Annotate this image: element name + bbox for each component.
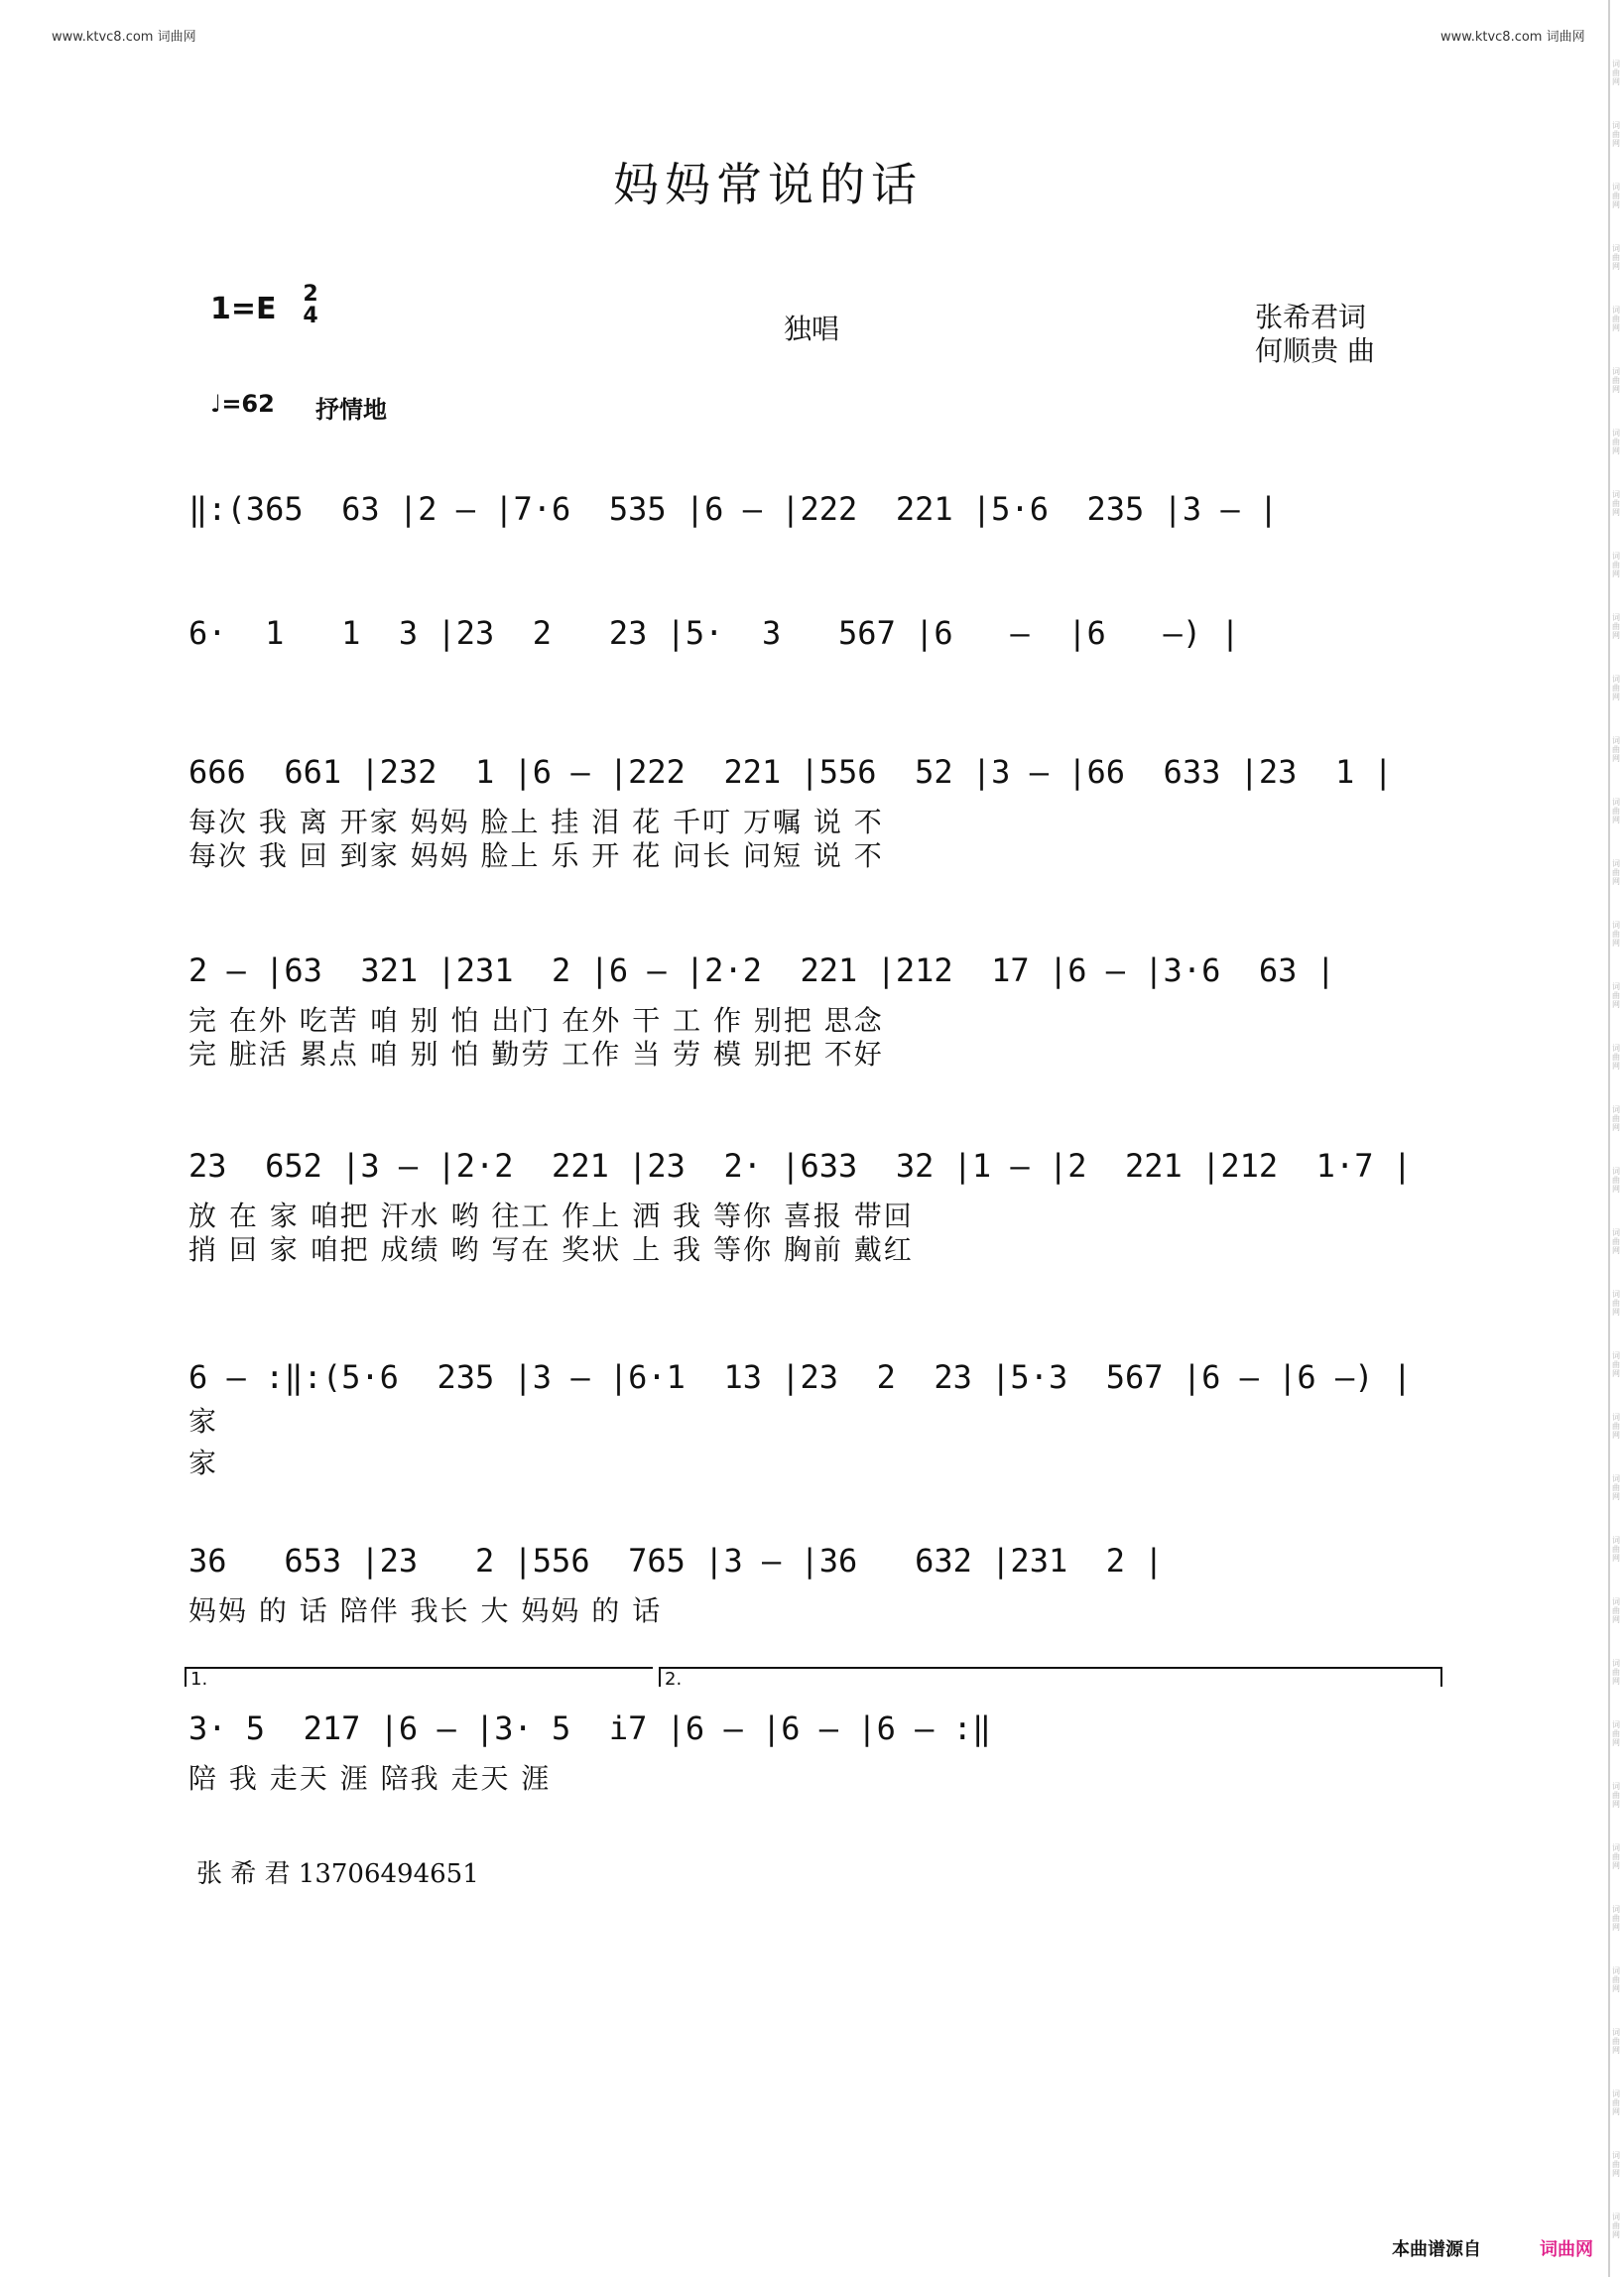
watermark-mark: 词 曲 网 <box>1612 859 1620 886</box>
notation-line: 36 653 |23 2 |556 765 |3 – |36 632 |231 2 | <box>188 1542 1164 1580</box>
lyric-verse-1: 每次 我 离 开家 妈妈 脸上 挂 泪 花 千叮 万嘱 说 不 <box>188 806 884 838</box>
lyric-verse-2: 捎 回 家 咱把 成绩 哟 写在 奖状 上 我 等你 胸前 戴红 <box>188 1233 914 1266</box>
lyricist: 张希君词 <box>1255 301 1367 333</box>
first-ending-label: 1. <box>190 1669 208 1690</box>
watermark-mark: 词 曲 网 <box>1612 367 1620 394</box>
notation-line: 2 – |63 321 |231 2 |6 – |2·2 221 |212 17 |6 – |3·6 63 | <box>188 951 1335 989</box>
watermark-mark: 词 曲 网 <box>1612 2089 1620 2116</box>
score-row-3 <box>188 752 1443 873</box>
lyric-verse-1: 完 在外 吃苦 咱 别 怕 出门 在外 干 工 作 别把 思念 <box>188 1004 884 1037</box>
notation-line: 666 661 |232 1 |6 – |222 221 |556 52 |3 – |66 633 |23 1 | <box>188 753 1393 791</box>
tempo-marking: ♩=62 <box>210 390 275 418</box>
watermark-mark: 词 曲 网 <box>1612 1659 1620 1686</box>
watermark-mark: 词 曲 网 <box>1612 1167 1620 1194</box>
performance-type: 独唱 <box>784 313 840 345</box>
watermark-mark: 词 曲 网 <box>1612 1413 1620 1440</box>
header-right: www.ktvc8.com 词曲网 <box>1440 30 1585 45</box>
watermark-mark: 词 曲 网 <box>1612 1105 1620 1132</box>
watermark-mark: 词 曲 网 <box>1612 1966 1620 1993</box>
lyric-verse-2: 每次 我 回 到家 妈妈 脸上 乐 开 花 问长 问短 说 不 <box>188 839 884 872</box>
notation-line: 6 – :‖:(5·6 235 |3 – |6·1 13 |23 2 23 |5·3 567 |6 – |6 –) | <box>188 1358 1412 1396</box>
notation-line: 23 652 |3 – |2·2 221 |23 2· |633 32 |1 – |2 221 |212 1·7 | <box>188 1147 1412 1185</box>
lyric-line: 陪 我 走天 涯 陪我 走天 涯 <box>188 1762 552 1795</box>
watermark-mark: 词 曲 网 <box>1612 1720 1620 1747</box>
watermark-mark: 词 曲 网 <box>1612 1536 1620 1563</box>
watermark-mark: 词 曲 网 <box>1612 429 1620 455</box>
watermark-mark: 词 曲 网 <box>1612 306 1620 332</box>
footer-site: 词曲网 <box>1540 2239 1593 2260</box>
watermark-mark: 词 曲 网 <box>1612 1351 1620 1378</box>
watermark-mark: 词 曲 网 <box>1612 244 1620 271</box>
notation-line: 6· 1 1 3 |23 2 23 |5· 3 567 |6 – |6 –) | <box>188 614 1240 652</box>
first-ending-bracket <box>185 1667 653 1690</box>
watermark-column <box>1610 0 1624 2277</box>
key-signature: 1=E <box>210 292 277 326</box>
watermark-mark: 词 曲 网 <box>1612 675 1620 701</box>
lyric-verse-2: 完 脏活 累点 咱 别 怕 勤劳 工作 当 劳 模 别把 不好 <box>188 1038 884 1071</box>
second-ending-bracket <box>659 1667 1442 1690</box>
watermark-mark: 词 曲 网 <box>1612 982 1620 1009</box>
score-row-6 <box>188 1357 1443 1480</box>
score-row-8 <box>188 1708 1443 1796</box>
watermark-mark: 词 曲 网 <box>1612 60 1620 86</box>
watermark-mark: 词 曲 网 <box>1612 1905 1620 1932</box>
watermark-mark: 词 曲 网 <box>1612 1597 1620 1624</box>
score-row-5 <box>188 1146 1443 1267</box>
watermark-mark: 词 曲 网 <box>1612 490 1620 517</box>
song-title: 妈妈常说的话 <box>613 158 923 211</box>
score-row-1 <box>188 489 1443 529</box>
meter-bottom: 4 <box>303 304 318 328</box>
watermark-mark: 词 曲 网 <box>1612 1290 1620 1317</box>
watermark-mark: 词 曲 网 <box>1612 1044 1620 1071</box>
composer: 何顺贵 曲 <box>1255 334 1375 367</box>
watermark-mark: 词 曲 网 <box>1612 1843 1620 1870</box>
watermark-mark: 词 曲 网 <box>1612 2151 1620 2178</box>
score-row-4 <box>188 950 1443 1072</box>
notation-line: 3· 5 217 |6 – |3· 5 i7 |6 – |6 – |6 – :‖ <box>188 1709 992 1747</box>
lyric-verse-2: 家 <box>188 1447 219 1479</box>
lyric-verse-1: 放 在 家 咱把 汗水 哟 往工 作上 洒 我 等你 喜报 带回 <box>188 1200 914 1232</box>
meter-top: 2 <box>303 282 318 307</box>
watermark-mark: 词 曲 网 <box>1612 552 1620 578</box>
watermark-mark: 词 曲 网 <box>1612 736 1620 763</box>
second-ending-label: 2. <box>665 1669 683 1690</box>
watermark-mark: 词 曲 网 <box>1612 2028 1620 2055</box>
watermark-mark: 词 曲 网 <box>1612 1228 1620 1255</box>
watermark-mark: 词 曲 网 <box>1612 121 1620 148</box>
watermark-mark: 词 曲 网 <box>1612 2213 1620 2239</box>
watermark-mark: 词 曲 网 <box>1612 921 1620 948</box>
footer-source: 本曲谱源自 <box>1392 2239 1481 2260</box>
contact-info: 张 希 君 13706494651 <box>196 1859 479 1889</box>
watermark-mark: 词 曲 网 <box>1612 183 1620 209</box>
watermark-mark: 词 曲 网 <box>1612 798 1620 824</box>
time-signature <box>300 284 321 327</box>
expression-marking: 抒情地 <box>315 396 387 424</box>
header-left: www.ktvc8.com 词曲网 <box>52 30 196 45</box>
watermark-mark: 词 曲 网 <box>1612 613 1620 640</box>
notation-line: ‖:(365 63 |2 – |7·6 535 |6 – |222 221 |5·6 235 |3 – | <box>188 490 1279 528</box>
watermark-mark: 词 曲 网 <box>1612 1474 1620 1501</box>
lyric-line: 妈妈 的 话 陪伴 我长 大 妈妈 的 话 <box>188 1594 663 1627</box>
score-row-7 <box>188 1541 1443 1628</box>
lyric-verse-1: 家 <box>188 1405 219 1438</box>
score-row-2 <box>188 613 1443 653</box>
watermark-mark: 词 曲 网 <box>1612 1782 1620 1809</box>
